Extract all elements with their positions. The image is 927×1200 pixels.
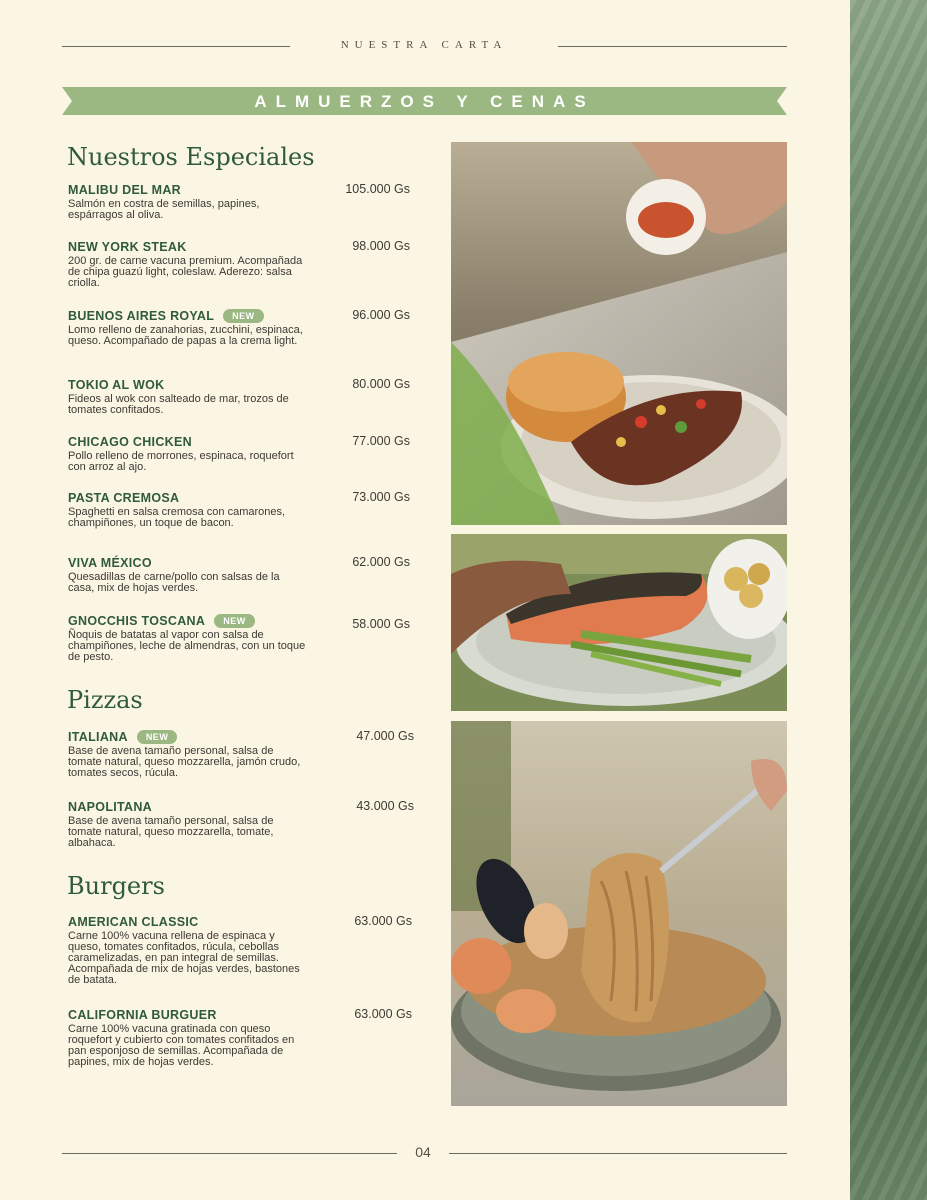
menu-item [68, 555, 418, 594]
item-description: Carne 100% vacuna rellena de espinaca y queso, tomates confitados, rúcula, cebollas caramelizadas, en pan integral de semillas. Acompañada de mix de hojas verdes, bastones de batata. [68, 930, 300, 986]
item-price: 77.000 Gs [352, 434, 410, 448]
seafood-pasta-photo [451, 721, 787, 1106]
item-price: 73.000 Gs [352, 490, 410, 504]
new-badge: NEW [137, 730, 178, 744]
item-price: 98.000 Gs [352, 239, 410, 253]
item-name: MALIBU DEL MAR [68, 183, 181, 197]
item-description: Fideos al wok con salteado de mar, trozos de tomates confitados. [68, 393, 289, 416]
menu-item [68, 914, 418, 986]
header-rule-right [558, 46, 787, 47]
item-price: 80.000 Gs [352, 377, 410, 391]
item-price: 96.000 Gs [352, 308, 410, 322]
item-name: VIVA MÉXICO [68, 556, 152, 570]
category-banner [62, 87, 787, 115]
banner-title: ALMUERZOS Y CENAS [254, 92, 595, 111]
menu-item [68, 377, 418, 416]
steak-dish-photo [451, 142, 787, 525]
section-title-burgers: Burgers [67, 872, 165, 900]
item-price: 58.000 Gs [352, 617, 410, 631]
item-description: Lomo relleno de zanahorias, zucchini, espinaca, queso. Acompañado de papas a la crema light. [68, 324, 303, 347]
new-badge: NEW [214, 614, 255, 628]
item-description: Ñoquis de batatas al vapor con salsa de champiñones, leche de almendras, con un toque de pesto. [68, 629, 306, 663]
item-name: TOKIO AL WOK [68, 378, 165, 392]
item-name: AMERICAN CLASSIC [68, 915, 199, 929]
item-price: 63.000 Gs [354, 1007, 412, 1021]
item-name: BUENOS AIRES ROYAL [68, 309, 215, 323]
new-badge: NEW [223, 309, 264, 323]
item-name: NEW YORK STEAK [68, 240, 187, 254]
footer-rule-left [62, 1153, 397, 1154]
menu-item [68, 239, 418, 289]
item-price: 62.000 Gs [352, 555, 410, 569]
menu-item [68, 613, 418, 663]
item-name: NAPOLITANA [68, 800, 153, 814]
item-description: Salmón en costra de semillas, papines, espárragos al oliva. [68, 198, 260, 221]
item-name: ITALIANA [68, 730, 128, 744]
menu-item [68, 729, 418, 779]
item-price: 43.000 Gs [356, 799, 414, 813]
menu-item [68, 1007, 418, 1068]
item-description: Base de avena tamaño personal, salsa de tomate natural, queso mozzarella, tomate, albahaca. [68, 815, 274, 849]
menu-item [68, 490, 418, 529]
item-name: GNOCCHIS TOSCANA [68, 614, 206, 628]
section-title-pizzas: Pizzas [67, 686, 143, 714]
menu-item [68, 308, 418, 347]
menu-item [68, 799, 418, 849]
item-name: PASTA CREMOSA [68, 491, 180, 505]
item-price: 63.000 Gs [354, 914, 412, 928]
menu-item [68, 434, 418, 473]
decorative-side-stripe [850, 0, 927, 1200]
item-price: 47.000 Gs [356, 729, 414, 743]
item-price: 105.000 Gs [345, 182, 410, 196]
salmon-dish-photo [451, 534, 787, 711]
menu-item [68, 182, 418, 221]
item-description: Pollo relleno de morrones, espinaca, roquefort con arroz al ajo. [68, 450, 294, 473]
item-description: Spaghetti en salsa cremosa con camarones, champiñones, un toque de bacon. [68, 506, 286, 529]
item-name: CHICAGO CHICKEN [68, 435, 192, 449]
item-description: Base de avena tamaño personal, salsa de tomate natural, queso mozzarella, jamón crudo, tomates secos, rúcula. [68, 745, 301, 779]
page-number: 04 [415, 1144, 431, 1160]
item-name: CALIFORNIA BURGUER [68, 1008, 217, 1022]
footer-rule-right [449, 1153, 787, 1154]
page-header-title: NUESTRA CARTA [340, 39, 508, 51]
item-description: Quesadillas de carne/pollo con salsas de la casa, mix de hojas verdes. [68, 571, 280, 594]
section-title-especiales: Nuestros Especiales [67, 143, 315, 171]
item-description: 200 gr. de carne vacuna premium. Acompañada de chipa guazú light, coleslaw. Aderezo: salsa criolla. [68, 255, 303, 289]
header-rule-left [62, 46, 290, 47]
item-description: Carne 100% vacuna gratinada con queso roquefort y cubierto con tomates confitados en pan esponjoso de semillas. Acompañada de papines, mix de hojas verdes. [68, 1023, 295, 1068]
